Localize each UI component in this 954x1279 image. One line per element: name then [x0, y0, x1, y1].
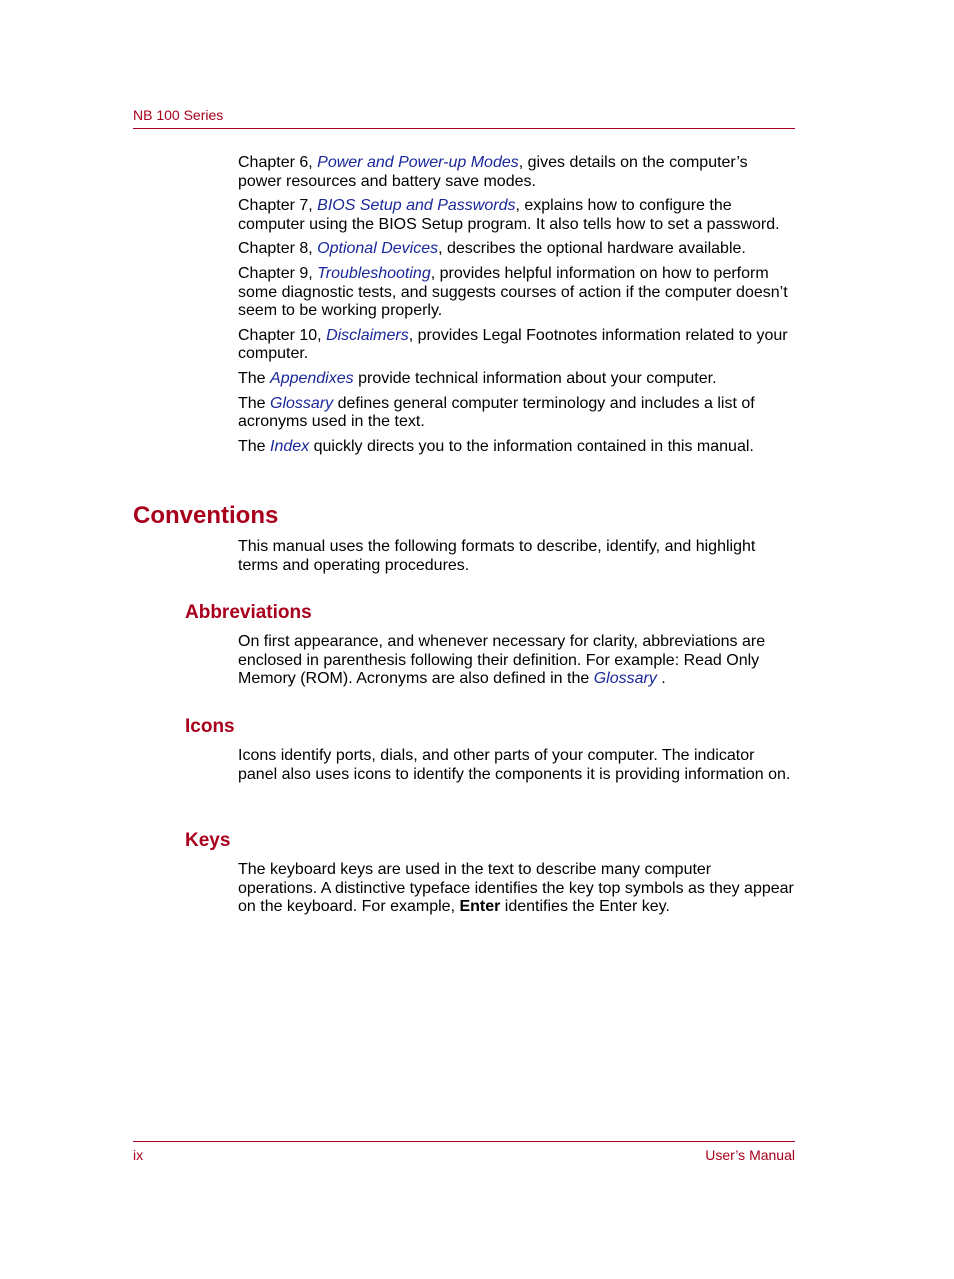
enter-key-label: Enter	[459, 898, 501, 916]
chapter-9-entry: Chapter 9, Troubleshooting, provides helpful information on how to perform some diagnostic tests, and suggests courses of action if the computer doesn’t seem to be working properly.	[238, 264, 788, 320]
keys-heading: Keys	[185, 830, 231, 851]
icons-heading: Icons	[185, 716, 235, 737]
abbreviations-heading: Abbreviations	[185, 602, 312, 623]
chapter-10-entry: Chapter 10, Disclaimers, provides Legal Footnotes information related to your computer.	[238, 326, 788, 363]
chapter-8-entry: Chapter 8, Optional Devices, describes the optional hardware available.	[238, 240, 746, 258]
conventions-section	[238, 538, 794, 581]
page-number: ix	[133, 1147, 144, 1163]
appendixes-link[interactable]: Appendixes	[270, 369, 354, 387]
index-entry: The Index quickly directs you to the information contained in this manual.	[238, 437, 754, 455]
chapter-10-link[interactable]: Disclaimers	[326, 326, 409, 344]
icons-section	[238, 747, 794, 790]
chapter-9-link[interactable]: Troubleshooting	[317, 264, 431, 282]
index-link[interactable]: Index	[270, 437, 310, 455]
chapter-6-link[interactable]: Power and Power-up Modes	[317, 154, 519, 171]
chapter-list	[238, 154, 794, 462]
header-rule	[133, 128, 795, 129]
glossary-entry: The Glossary defines general computer terminology and includes a list of acronyms used in the text.	[238, 394, 755, 431]
appendixes-entry: The Appendixes provide technical information about your computer.	[238, 369, 717, 387]
keys-text: The keyboard keys are used in the text to describe many computer operations. A distinctive typeface identifies the key top symbols as they appear on the keyboard. For example, Enter identifies the Enter key.	[238, 861, 794, 916]
glossary-link[interactable]: Glossary	[270, 394, 334, 412]
keys-section	[238, 861, 794, 923]
footer-rule	[133, 1141, 795, 1142]
icons-text: Icons identify ports, dials, and other parts of your computer. The indicator panel also uses icons to identify the components it is providing information on.	[238, 747, 791, 783]
manual-title: User’s Manual	[705, 1147, 795, 1163]
abbreviations-section	[238, 633, 794, 695]
abbreviations-text: On first appearance, and whenever necessary for clarity, abbreviations are enclosed in parenthesis following their definition. For example: Read Only Memory (ROM). Acronyms are also defined in the Glossary .	[238, 633, 766, 688]
chapter-7-link[interactable]: BIOS Setup and Passwords	[317, 197, 516, 215]
abbreviations-glossary-link[interactable]: Glossary	[593, 670, 657, 688]
running-header: NB 100 Series	[133, 107, 224, 123]
conventions-heading: Conventions	[133, 502, 279, 529]
conventions-intro: This manual uses the following formats to describe, identify, and highlight terms and operating procedures.	[238, 538, 756, 574]
chapter-6-entry: Chapter 6, Power and Power-up Modes, gives details on the computer’s power resources and battery save modes.	[238, 154, 748, 190]
chapter-7-entry: Chapter 7, BIOS Setup and Passwords, explains how to configure the computer using the BIOS Setup program. It also tells how to set a password.	[238, 197, 780, 233]
chapter-8-link[interactable]: Optional Devices	[317, 240, 439, 258]
